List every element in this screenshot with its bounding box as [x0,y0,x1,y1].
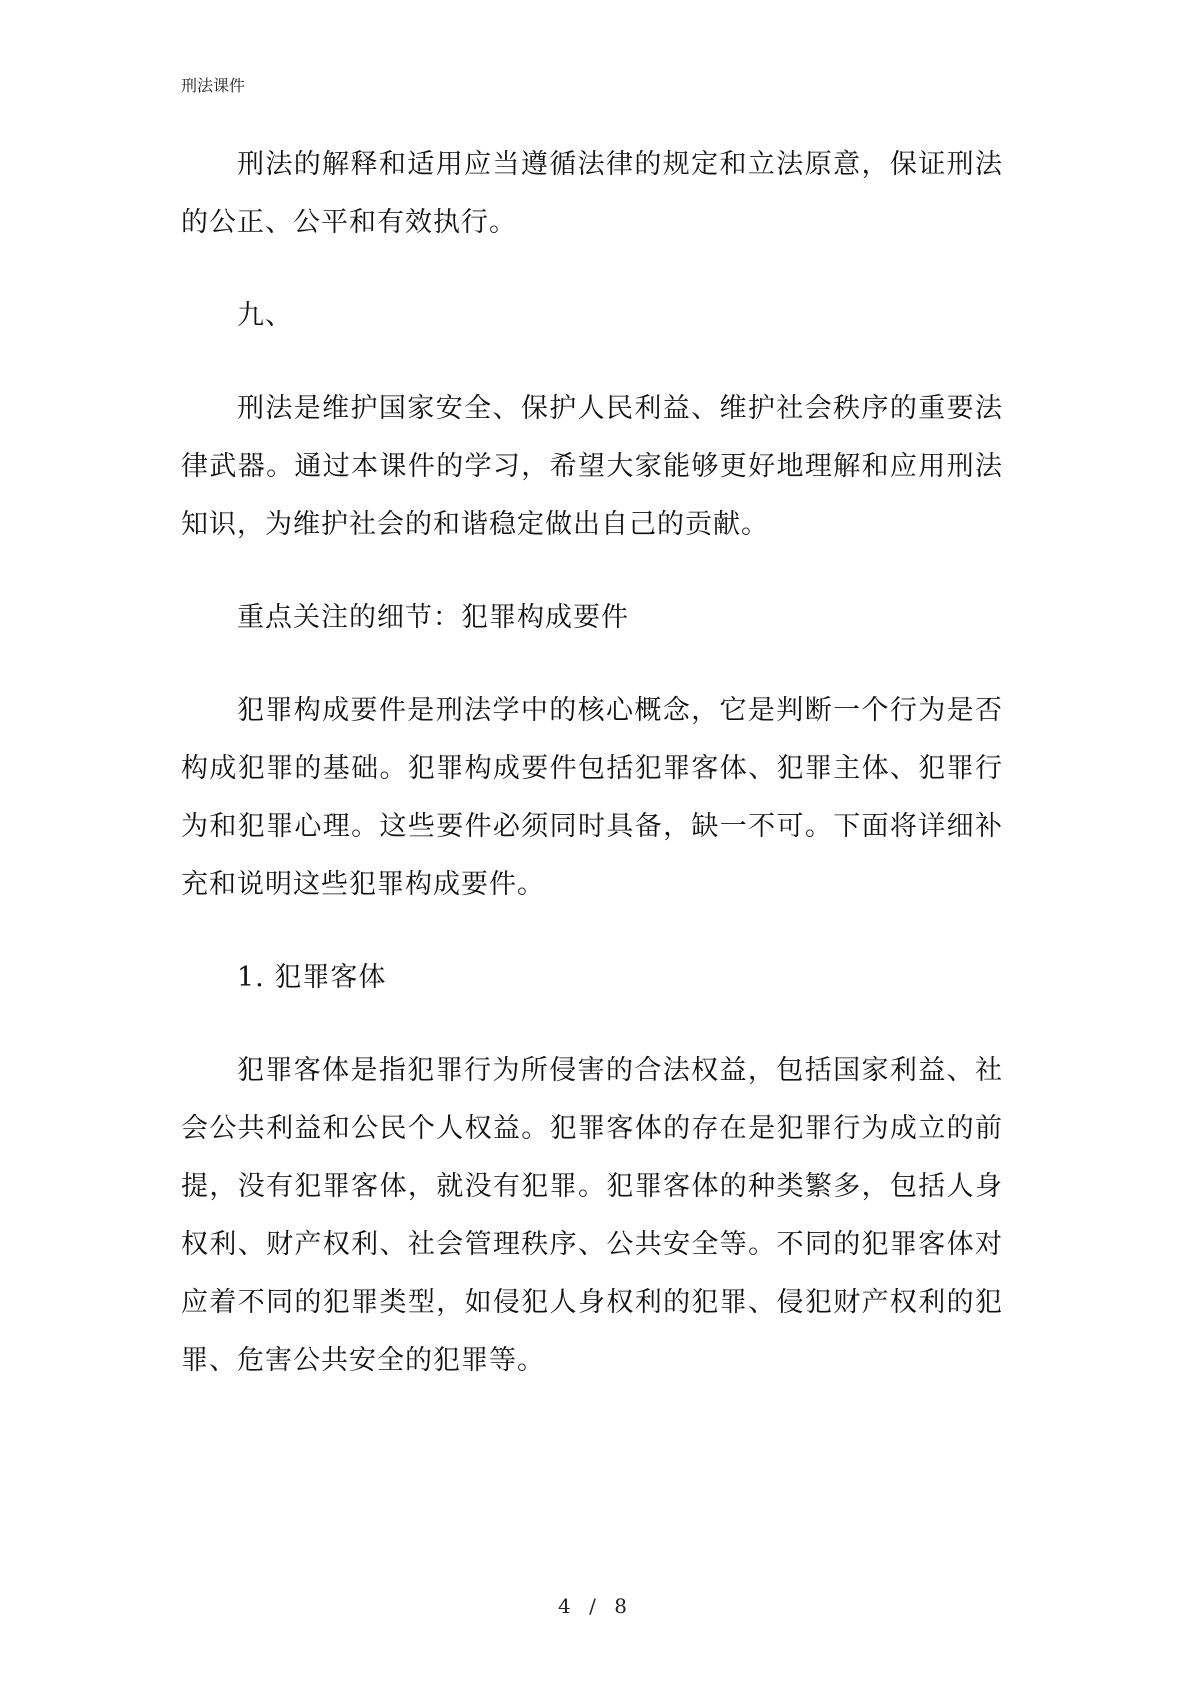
paragraph: 犯罪客体是指犯罪行为所侵害的合法权益，包括国家利益、社会公共利益和公民个人权益。犯罪客体的存在是犯罪行为成立的前提，没有犯罪客体，就没有犯罪。犯罪客体的种类繁多，包括人身权利、财产权利、社会管理秩序、公共安全等。不同的犯罪客体对应着不同的犯罪类型，如侵犯人身权利的犯罪、侵犯财产权利的犯罪、危害公共安全的犯罪等。 [181,1055,1003,1376]
paragraph: 刑法是维护国家安全、保护人民利益、维护社会秩序的重要法律武器。通过本课件的学习，希望大家能够更好地理解和应用刑法知识，为维护社会的和谐稳定做出自己的贡献。 [181,393,1003,540]
subsection-heading: 1. 犯罪客体 [237,962,387,993]
paragraph: 刑法的解释和适用应当遵循法律的规定和立法原意，保证刑法的公正、公平和有效执行。 [181,149,1003,238]
section-heading: 九、 [237,300,293,331]
section-heading: 重点关注的细节：犯罪构成要件 [237,602,629,633]
document-body [181,136,1003,1425]
paragraph: 犯罪构成要件是刑法学中的核心概念，它是判断一个行为是否构成犯罪的基础。犯罪构成要件包括犯罪客体、犯罪主体、犯罪行为和犯罪心理。这些要件必须同时具备，缺一不可。下面将详细补充和说明这些犯罪构成要件。 [181,695,1003,900]
document-header: 刑法课件 [181,76,246,95]
page-number: 4 / 8 [558,1594,633,1618]
